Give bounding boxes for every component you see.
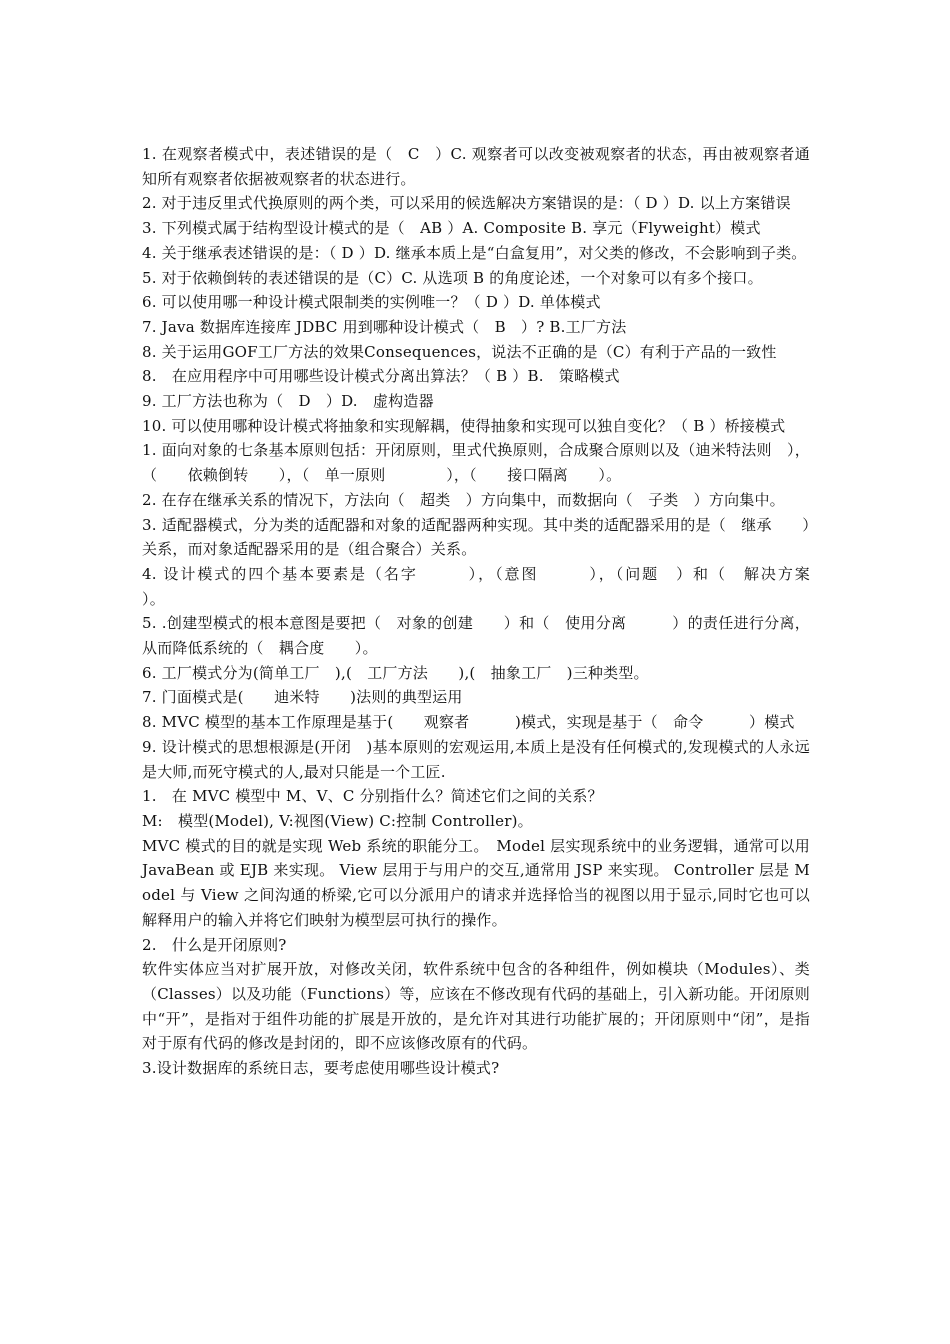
mc-question-1: 1. 在观察者模式中，表述错误的是（ C ）C. 观察者可以改变被观察者的状态，再由被观察者通知所有观察者依据被观察者的状态进行。: [142, 145, 810, 188]
short-question-3: 3.设计数据库的系统日志，要考虑使用哪些设计模式?: [142, 1059, 500, 1078]
fill-question-2: 2. 在存在继承关系的情况下，方法向（ 超类 ）方向集中，而数据向（ 子类 ）方向集中。: [142, 490, 785, 509]
short-answer-1b: MVC 模式的目的就是实现 Web 系统的职能分工。 Model 层实现系统中的业务逻辑，通常可以用 JavaBean 或 EJB 来实现。 View 层用于与用户的交互,通常用 JSP 来实现。 Controller 层是 Model 与 View 之间沟通的桥梁,它可以分派用户的请求并选择恰当的视图以用于显示,同时它也可以解释用户的输入并将它们映射为模型层可执行的操作。: [142, 836, 810, 929]
short-question-1: 1. 在 MVC 模型中 M、V、C 分别指什么？简述它们之间的关系？: [142, 787, 603, 806]
fill-question-1: 1. 面向对象的七条基本原则包括：开闭原则，里式代换原则，合成聚合原则以及（迪米特法则 ），（ 依赖倒转 ），（ 单一原则 ），（ 接口隔离 ）。: [142, 441, 810, 485]
fill-question-4: 4. 设计模式的四个基本要素是（名字 ），（意图 ），（问题 ）和（ 解决方案 ）。: [142, 564, 871, 608]
short-answer-2: 软件实体应当对扩展开放，对修改关闭，软件系统中包含的各种组件，例如模块（Modules）、类（Classes）以及功能（Functions）等，应该在不修改现有代码的基础上，引入新功能。开闭原则中“开”，是指对于组件功能的扩展是开放的，是允许对其进行功能扩展的；开闭原则中“闭”，是指对于原有代码的修改是封闭的，即不应该修改原有的代码。: [142, 960, 810, 1053]
mc-question-5: 5. 对于依赖倒转的表述错误的是（C）C. 从选项 B 的角度论述，一个对象可以有多个接口。: [142, 268, 763, 287]
mc-question-6: 6. 可以使用哪一种设计模式限制类的实例唯一？（ D ）D. 单体模式: [142, 293, 601, 312]
mc-question-2: 2. 对于违反里式代换原则的两个类，可以采用的候选解决方案错误的是：（ D ）D. 以上方案错误: [142, 194, 791, 213]
mc-question-8b: 8. 在应用程序中可用哪些设计模式分离出算法？（ B ）B. 策略模式: [142, 367, 620, 386]
fill-question-3: 3. 适配器模式，分为类的适配器和对象的适配器两种实现。其中类的适配器采用的是（ 继承 ）关系，而对象适配器采用的是（组合聚合）关系。: [142, 515, 810, 559]
short-question-2: 2. 什么是开闭原则?: [142, 935, 287, 954]
short-answer-1a: M: 模型(Model), V:视图(View) C:控制 Controller)。: [142, 811, 533, 830]
mc-question-3: 3. 下列模式属于结构型设计模式的是（ AB ）A. Composite B. 享元（Flyweight）模式: [142, 219, 761, 238]
fill-question-9: 9. 设计模式的思想根源是(开闭 )基本原则的宏观运用,本质上是没有任何模式的,发现模式的人永远是大师,而死守模式的人,最对只能是一个工匠.: [142, 737, 810, 781]
fill-question-8: 8. MVC 模型的基本工作原理是基于( 观察者 )模式，实现是基于（ 命令 ）模式: [142, 713, 795, 732]
mc-question-7: 7. Java 数据库连接库 JDBC 用到哪种设计模式（ B ）? B.工厂方法: [142, 317, 627, 336]
mc-question-8a: 8. 关于运用GOF工厂方法的效果Consequences，说法不正确的是（C）有利于产品的一致性: [142, 342, 777, 361]
mc-question-4: 4. 关于继承表述错误的是：（ D ）D. 继承本质上是“白盒复用”，对父类的修改，不会影响到子类。: [142, 243, 807, 262]
fill-question-6: 6. 工厂模式分为(简单工厂 ),( 工厂方法 ),( 抽象工厂 )三种类型。: [142, 663, 649, 682]
mc-question-10: 10. 可以使用哪种设计模式将抽象和实现解耦，使得抽象和实现可以独自变化？（ B ）桥接模式: [142, 416, 786, 435]
fill-question-5: 5. .创建型模式的根本意图是要把（ 对象的创建 ）和（ 使用分离 ）的责任进行分离，从而降低系统的（ 耦合度 ）。: [142, 614, 810, 658]
document-page: [142, 142, 871, 1081]
mc-question-9: 9. 工厂方法也称为（ D ）D. 虚构造器: [142, 392, 434, 411]
fill-question-7: 7. 门面模式是( 迪米特 )法则的典型运用: [142, 688, 463, 707]
